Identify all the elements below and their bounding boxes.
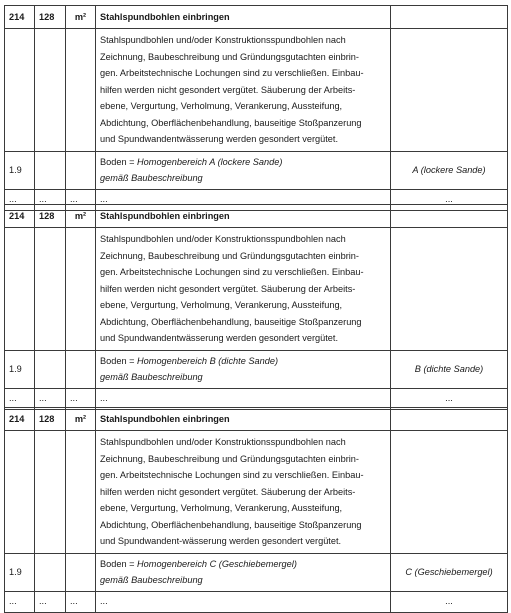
ellipsis: ... — [5, 591, 35, 612]
description-row — [5, 228, 508, 351]
position-number: 214 — [5, 408, 35, 431]
soil-description — [96, 151, 391, 189]
quantity: 128 — [35, 6, 66, 29]
ellipsis: ... — [96, 189, 391, 210]
position-number: 214 — [5, 205, 35, 228]
continuation-row — [5, 591, 508, 612]
ellipsis: ... — [35, 388, 66, 409]
description-line: Stahlspundbohlen und/oder Konstruktionsspundbohlen nach — [100, 437, 346, 447]
description-line: Abdichtung, Oberflächenbehandlung, bauseitige Stoßpanzerung — [100, 117, 362, 128]
description-row — [5, 29, 508, 152]
soil-row — [5, 553, 508, 591]
description-line: Zeichnung, Baubeschreibung und Gründungsgutachten einbrin- — [100, 250, 359, 261]
description-line: hilfen werden nicht gesondert vergütet. Säuberung der Arbeits- — [100, 486, 356, 497]
empty-result-cell — [391, 408, 508, 431]
continuation-row — [5, 388, 508, 409]
empty-result-cell — [391, 205, 508, 228]
ellipsis: ... — [391, 388, 508, 409]
description-line: ebene, Vergurtung, Verholmung, Verankerung, Aussteifung, — [100, 503, 343, 513]
description-line: hilfen werden nicht gesondert vergütet. Säuberung der Arbeits- — [100, 84, 356, 95]
sub-number: 1.9 — [5, 151, 35, 189]
unit: m² — [66, 205, 96, 228]
soil-value: Homogenbereich B (dichte Sande) — [137, 355, 279, 366]
ellipsis: ... — [66, 388, 96, 409]
ellipsis: ... — [35, 591, 66, 612]
unit: m² — [66, 6, 96, 29]
soil-reference: gemäß Baubeschreibung — [100, 575, 203, 585]
ellipsis: ... — [96, 591, 391, 612]
soil-result: C (Geschiebemergel) — [391, 553, 508, 591]
empty-result-cell — [391, 6, 508, 29]
soil-description — [96, 553, 391, 591]
quantity: 128 — [35, 408, 66, 431]
soil-description — [96, 350, 391, 388]
ellipsis: ... — [96, 388, 391, 409]
ellipsis: ... — [5, 189, 35, 210]
soil-row — [5, 151, 508, 189]
description-line: und Spundwandentwässerung werden gesondert vergütet. — [100, 333, 339, 343]
position-header-row — [5, 6, 508, 29]
position-header-row — [5, 408, 508, 431]
soil-result: B (dichte Sande) — [391, 350, 508, 388]
ellipsis: ... — [391, 189, 508, 210]
unit: m² — [66, 408, 96, 431]
description-line: Abdichtung, Oberflächenbehandlung, bauseitige Stoßpanzerung — [100, 316, 362, 327]
soil-value: Homogenbereich A (lockere Sande) — [137, 156, 283, 167]
position-table-2 — [4, 204, 508, 410]
soil-prefix: Boden = — [100, 558, 138, 569]
description-line: hilfen werden nicht gesondert vergütet. Säuberung der Arbeits- — [100, 283, 356, 294]
position-title: Stahlspundbohlen einbringen — [96, 205, 391, 228]
soil-reference: gemäß Baubeschreibung — [100, 372, 203, 382]
soil-result: A (lockere Sande) — [391, 151, 508, 189]
soil-value: Homogenbereich C (Geschiebemergel) — [137, 558, 297, 569]
description-line: ebene, Vergurtung, Verholmung, Verankerung, Aussteifung, — [100, 300, 343, 310]
sub-number: 1.9 — [5, 350, 35, 388]
description-row — [5, 431, 508, 554]
soil-prefix: Boden = — [100, 156, 138, 167]
description-line: Stahlspundbohlen und/oder Konstruktionsspundbohlen nach — [100, 234, 346, 244]
position-table-3 — [4, 407, 508, 613]
soil-prefix: Boden = — [100, 355, 138, 366]
description-line: gen. Arbeitstechnische Lochungen sind zu verschließen. Einbau- — [100, 470, 364, 480]
description-line: gen. Arbeitstechnische Lochungen sind zu verschließen. Einbau- — [100, 68, 364, 78]
position-header-row — [5, 205, 508, 228]
soil-reference: gemäß Baubeschreibung — [100, 173, 203, 183]
ellipsis: ... — [66, 591, 96, 612]
position-title: Stahlspundbohlen einbringen — [96, 408, 391, 431]
quantity: 128 — [35, 205, 66, 228]
position-number: 214 — [5, 6, 35, 29]
description-line: Stahlspundbohlen und/oder Konstruktionsspundbohlen nach — [100, 35, 346, 45]
description-line: Abdichtung, Oberflächenbehandlung, bauseitige Stoßpanzerung — [100, 519, 362, 530]
ellipsis: ... — [35, 189, 66, 210]
description-text — [96, 431, 391, 554]
description-line: Zeichnung, Baubeschreibung und Gründungsgutachten einbrin- — [100, 51, 359, 62]
description-text — [96, 29, 391, 152]
description-line: gen. Arbeitstechnische Lochungen sind zu verschließen. Einbau- — [100, 267, 364, 277]
soil-row — [5, 350, 508, 388]
description-line: und Spundwandentwässerung werden gesondert vergütet. — [100, 134, 339, 144]
description-line: und Spundwandent-wässerung werden gesondert vergütet. — [100, 536, 342, 546]
ellipsis: ... — [391, 591, 508, 612]
sub-number: 1.9 — [5, 553, 35, 591]
ellipsis: ... — [66, 189, 96, 210]
description-text — [96, 228, 391, 351]
description-line: ebene, Vergurtung, Verholmung, Verankerung, Aussteifung, — [100, 101, 343, 111]
description-line: Zeichnung, Baubeschreibung und Gründungsgutachten einbrin- — [100, 453, 359, 464]
ellipsis: ... — [5, 388, 35, 409]
position-table-1 — [4, 5, 508, 211]
position-title: Stahlspundbohlen einbringen — [96, 6, 391, 29]
